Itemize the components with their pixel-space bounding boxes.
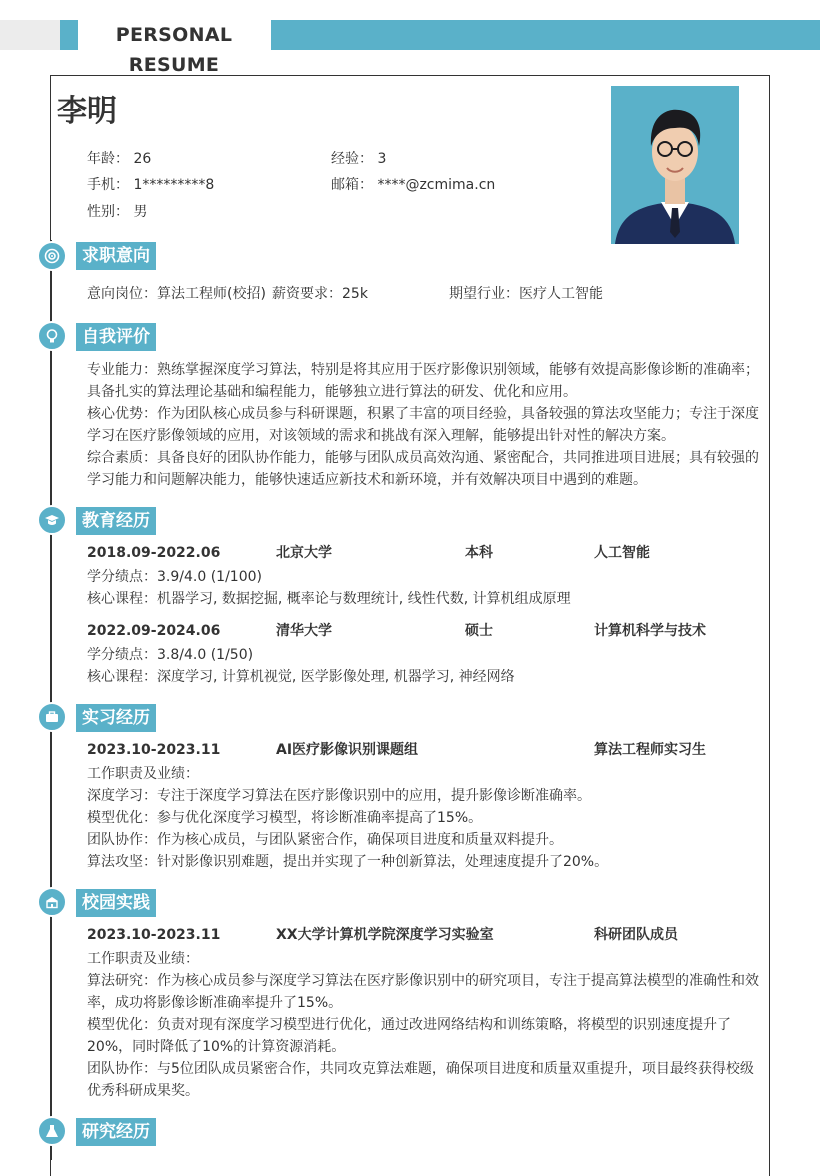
graduation-cap-icon	[37, 505, 67, 535]
campus-role: 科研团队成员	[594, 927, 678, 943]
intern-item: 算法攻坚：针对影像识别难题，提出并实现了一种创新算法，处理速度提升了20%。	[87, 854, 609, 870]
intent-industry: 期望行业：医疗人工智能	[449, 286, 603, 302]
intern-item: 模型优化：参与优化深度学习模型，将诊断准确率提高了15%。	[87, 810, 483, 826]
campus-org: XX大学计算机学院深度学习实验室	[276, 927, 494, 943]
self-eval-quality: 综合素质：具备良好的团队协作能力，能够与团队成员高效沟通、紧密配合，共同推进项目进展；具有较强的学习能力和问题解决能力，能够快速适应新技术和新环境，并有效解决项目中遇到的难题。	[87, 450, 759, 488]
intern-item: 团队协作：作为核心成员，与团队紧密合作，确保项目进度和质量双料提升。	[87, 832, 563, 848]
section-title-research: 研究经历	[76, 1118, 156, 1146]
campus-teamwork: 团队协作：与5位团队成员紧密合作，共同攻克算法难题，确保项目进度和质量双重提升，项目最终获得校级优秀科研成果奖。	[87, 1061, 754, 1099]
header-accent-left	[60, 20, 78, 50]
briefcase-icon	[37, 702, 67, 732]
section-title-campus: 校园实践	[76, 889, 156, 917]
edu-1-courses: 核心课程：机器学习, 数据挖掘, 概率论与数理统计, 线性代数, 计算机组成原理	[87, 591, 571, 607]
candidate-name: 李明	[57, 94, 117, 129]
edu-2-major: 计算机科学与技术	[594, 623, 706, 639]
timeline-line	[51, 240, 52, 1160]
edu-1-degree: 本科	[465, 545, 493, 561]
intern-period: 2023.10-2023.11	[87, 742, 221, 758]
flask-icon	[37, 1116, 67, 1146]
edu-2-courses: 核心课程：深度学习, 计算机视觉, 医学影像处理, 机器学习, 神经网络	[87, 669, 515, 685]
intent-position: 意向岗位：算法工程师(校招)	[87, 286, 266, 302]
email-field: 邮箱： ****@zcmima.cn	[331, 177, 496, 193]
bulb-icon	[37, 321, 67, 351]
candidate-photo	[611, 86, 739, 244]
campus-period: 2023.10-2023.11	[87, 927, 221, 943]
edu-2-gpa: 学分绩点：3.8/4.0 (1/50)	[87, 647, 254, 663]
resume-header-bar	[0, 20, 820, 76]
section-title-internship: 实习经历	[76, 704, 156, 732]
resume-header-title: PERSONAL RESUME	[115, 24, 233, 76]
campus-research: 算法研究：作为核心成员参与深度学习算法在医疗影像识别中的研究项目，专注于提高算法模型的准确性和效率，成功将影像诊断准确率提升了15%。	[87, 973, 759, 1011]
intent-salary: 薪资要求：25k	[272, 286, 368, 302]
section-title-self: 自我评价	[76, 323, 156, 351]
campus-duties-label: 工作职责及业绩：	[87, 951, 199, 967]
intern-duties-label: 工作职责及业绩：	[87, 766, 199, 782]
header-accent-right	[271, 20, 820, 50]
experience-field: 经验： 3	[331, 151, 387, 167]
portrait-illustration	[611, 86, 739, 244]
gender-field: 性别： 男	[87, 204, 148, 220]
section-title-intent: 求职意向	[76, 242, 156, 270]
edu-1-period: 2018.09-2022.06	[87, 545, 221, 561]
self-eval-professional: 专业能力：熟练掌握深度学习算法，特别是将其应用于医疗影像识别领域，能够有效提高影像诊断的准确率；具备扎实的算法理论基础和编程能力，能够独立进行算法的研发、优化和应用。	[87, 362, 759, 400]
header-grey-block	[0, 20, 60, 50]
self-eval-advantage: 核心优势：作为团队核心成员参与科研课题，积累了丰富的项目经验，具备较强的算法攻坚能力；专注于深度学习在医疗影像领域的应用，对该领域的需求和挑战有深入理解，能够提出针对性的解决方案。	[87, 406, 759, 444]
edu-1-school: 北京大学	[276, 545, 332, 561]
target-icon	[37, 241, 67, 271]
edu-2-degree: 硕士	[465, 623, 493, 639]
campus-optimization: 模型优化：负责对现有深度学习模型进行优化，通过改进网络结构和训练策略，将模型的识别速度提升了20%，同时降低了10%的计算资源消耗。	[87, 1017, 731, 1055]
edu-1-gpa: 学分绩点：3.9/4.0 (1/100)	[87, 569, 262, 585]
school-icon	[37, 887, 67, 917]
edu-1-major: 人工智能	[594, 545, 650, 561]
intern-item: 深度学习：专注于深度学习算法在医疗影像识别中的应用，提升影像诊断准确率。	[87, 788, 591, 804]
intern-org: AI医疗影像识别课题组	[276, 742, 419, 758]
section-title-education: 教育经历	[76, 507, 156, 535]
age-field: 年龄： 26	[87, 151, 152, 167]
edu-2-period: 2022.09-2024.06	[87, 623, 221, 639]
phone-field: 手机： 1*********8	[87, 177, 215, 193]
intern-role: 算法工程师实习生	[594, 742, 706, 758]
edu-2-school: 清华大学	[276, 623, 332, 639]
